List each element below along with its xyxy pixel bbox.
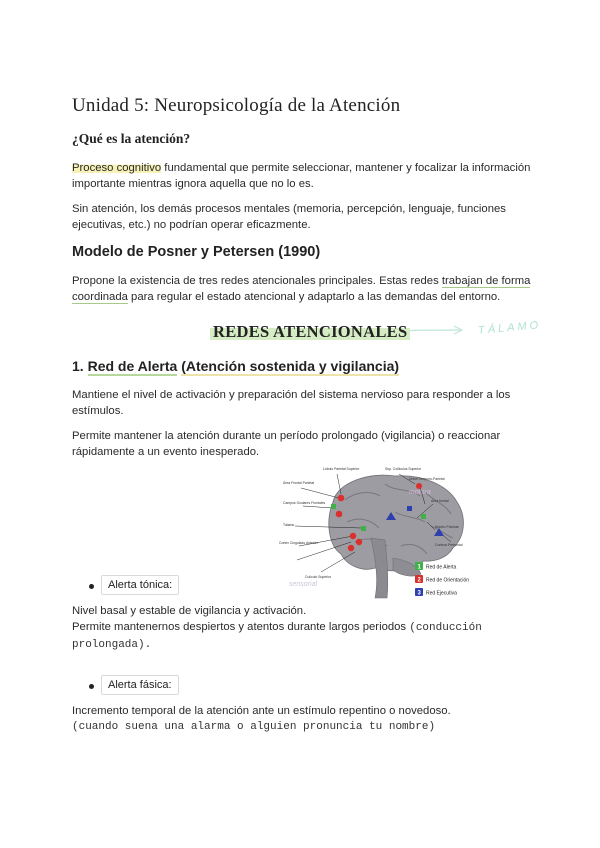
underlined-phrase: trabajan de forma coordinada (72, 275, 531, 303)
redes-heading: REDES ATENCIONALES (210, 322, 410, 342)
ejecutiva-node (407, 506, 412, 511)
alerta-tonica-description (72, 603, 532, 653)
label-cortex-cingulado: Cortex Cingulado Anterior (279, 541, 318, 545)
label-union-temporo-parietal: Unión Temporo-Parietal (409, 477, 445, 481)
legend-label-alerta: Red de Alerta (426, 564, 457, 571)
alerta-tonica-line-2-text: Permite mantenernos despiertos y atentos durante largos periodos (72, 621, 410, 633)
orientation-node (356, 539, 362, 545)
label-corteza-prefrontal: Corteza Prefrontal (435, 543, 463, 547)
alerta-fasica-example: (cuando suena una alarma o alguien pronuncia tu nombre) (72, 721, 436, 733)
highlighted-term: Proceso cognitivo (72, 162, 162, 174)
label-lobulo-parietal: Lóbulo Parietal Superior (323, 467, 360, 471)
svg-text:1: 1 (417, 564, 421, 571)
figure-note-sensorial: sensorial (289, 581, 318, 588)
alerta-paragraph-1: Mantiene el nivel de activación y preparación del sistema nervioso para responder a los estímulos. (72, 389, 511, 417)
alerta-heading-number: 1. (72, 358, 88, 374)
alerta-tonica-line-2 (72, 619, 532, 653)
alerta-heading-main: Red de Alerta (87, 358, 178, 374)
alerta-tonica-line-1: Nivel basal y estable de vigilancia y activación. (72, 605, 307, 617)
handwritten-note-talamo: TÁLAMO (477, 319, 542, 337)
legend-label-orientacion: Red de Orientación (426, 577, 470, 584)
bullet-dot (89, 684, 94, 689)
alerta-node (421, 514, 426, 519)
svg-text:3: 3 (417, 590, 421, 597)
alerta-paragraph-2: Permite mantener la atención durante un período prolongado (vigilancia) o reaccionar rápidamente a un evento inesperado. (72, 430, 501, 458)
model-paragraph (72, 273, 532, 305)
section-subtitle: ¿Qué es la atención? (72, 131, 191, 146)
orientation-node (348, 545, 354, 551)
model-heading: Modelo de Posner y Petersen (1990) (72, 244, 321, 260)
brain-networks-figure (275, 462, 480, 602)
legend-label-ejecutiva: Red Ejecutiva (426, 590, 457, 597)
intro-paragraph-1-text: fundamental que permite seleccionar, mantener y focalizar la información importante mientras ignora aquella que no lo es. (72, 162, 531, 190)
intro-paragraph-2: Sin atención, los demás procesos mentales (memoria, percepción, lenguaje, funciones ejecutivas, etc.) no podrían operar eficazmente. (72, 203, 506, 231)
label-nucleo-pulvinar: Núcleo Pulvinar (435, 525, 459, 529)
alerta-fasica-line-1: Incremento temporal de la atención ante un estímulo repentino o novedoso. (72, 705, 451, 717)
orientation-node (350, 533, 356, 539)
bullet-dot (89, 584, 94, 589)
model-text-before: Propone la existencia de tres redes atencionales principales. Estas redes (72, 275, 442, 287)
label-coliculo-superior: Culículo Superior (305, 575, 332, 579)
brain-shape (329, 475, 464, 571)
svg-text:2: 2 (417, 577, 421, 584)
alerta-node (331, 504, 336, 509)
alerta-fasica-label: Alerta fásica: (101, 675, 179, 695)
alerta-tonica-label: Alerta tónica: (101, 575, 179, 595)
label-area-frontal-parietal: Área Frontal Parietal (283, 481, 315, 485)
alerta-heading-subtitle: (Atención sostenida y vigilancia) (181, 358, 400, 374)
label-campos-oculares: Campos Oculares Frontales (283, 501, 326, 505)
label-superior-colliculus: Sup. Colliculus Superior (385, 467, 422, 471)
alerta-fasica-description (72, 703, 542, 735)
page-title: Unidad 5: Neuropsicología de la Atención (72, 95, 401, 116)
orientation-node (336, 511, 343, 518)
orientation-node (338, 495, 345, 502)
alerta-tonica-example: (conducción prolongada). (72, 622, 482, 651)
intro-paragraph-1 (72, 160, 542, 192)
figure-legend (415, 562, 469, 597)
alerta-heading (72, 358, 399, 374)
label-area-frontal: Área frontal (431, 499, 449, 503)
figure-note-motora: motora (409, 489, 431, 496)
orientation-node (416, 483, 422, 489)
label-talamo: Tálamo (283, 523, 295, 527)
alerta-node (361, 526, 366, 531)
model-text-after: para regular el estado atencional y adaptarlo a las demandas del entorno. (127, 291, 501, 303)
